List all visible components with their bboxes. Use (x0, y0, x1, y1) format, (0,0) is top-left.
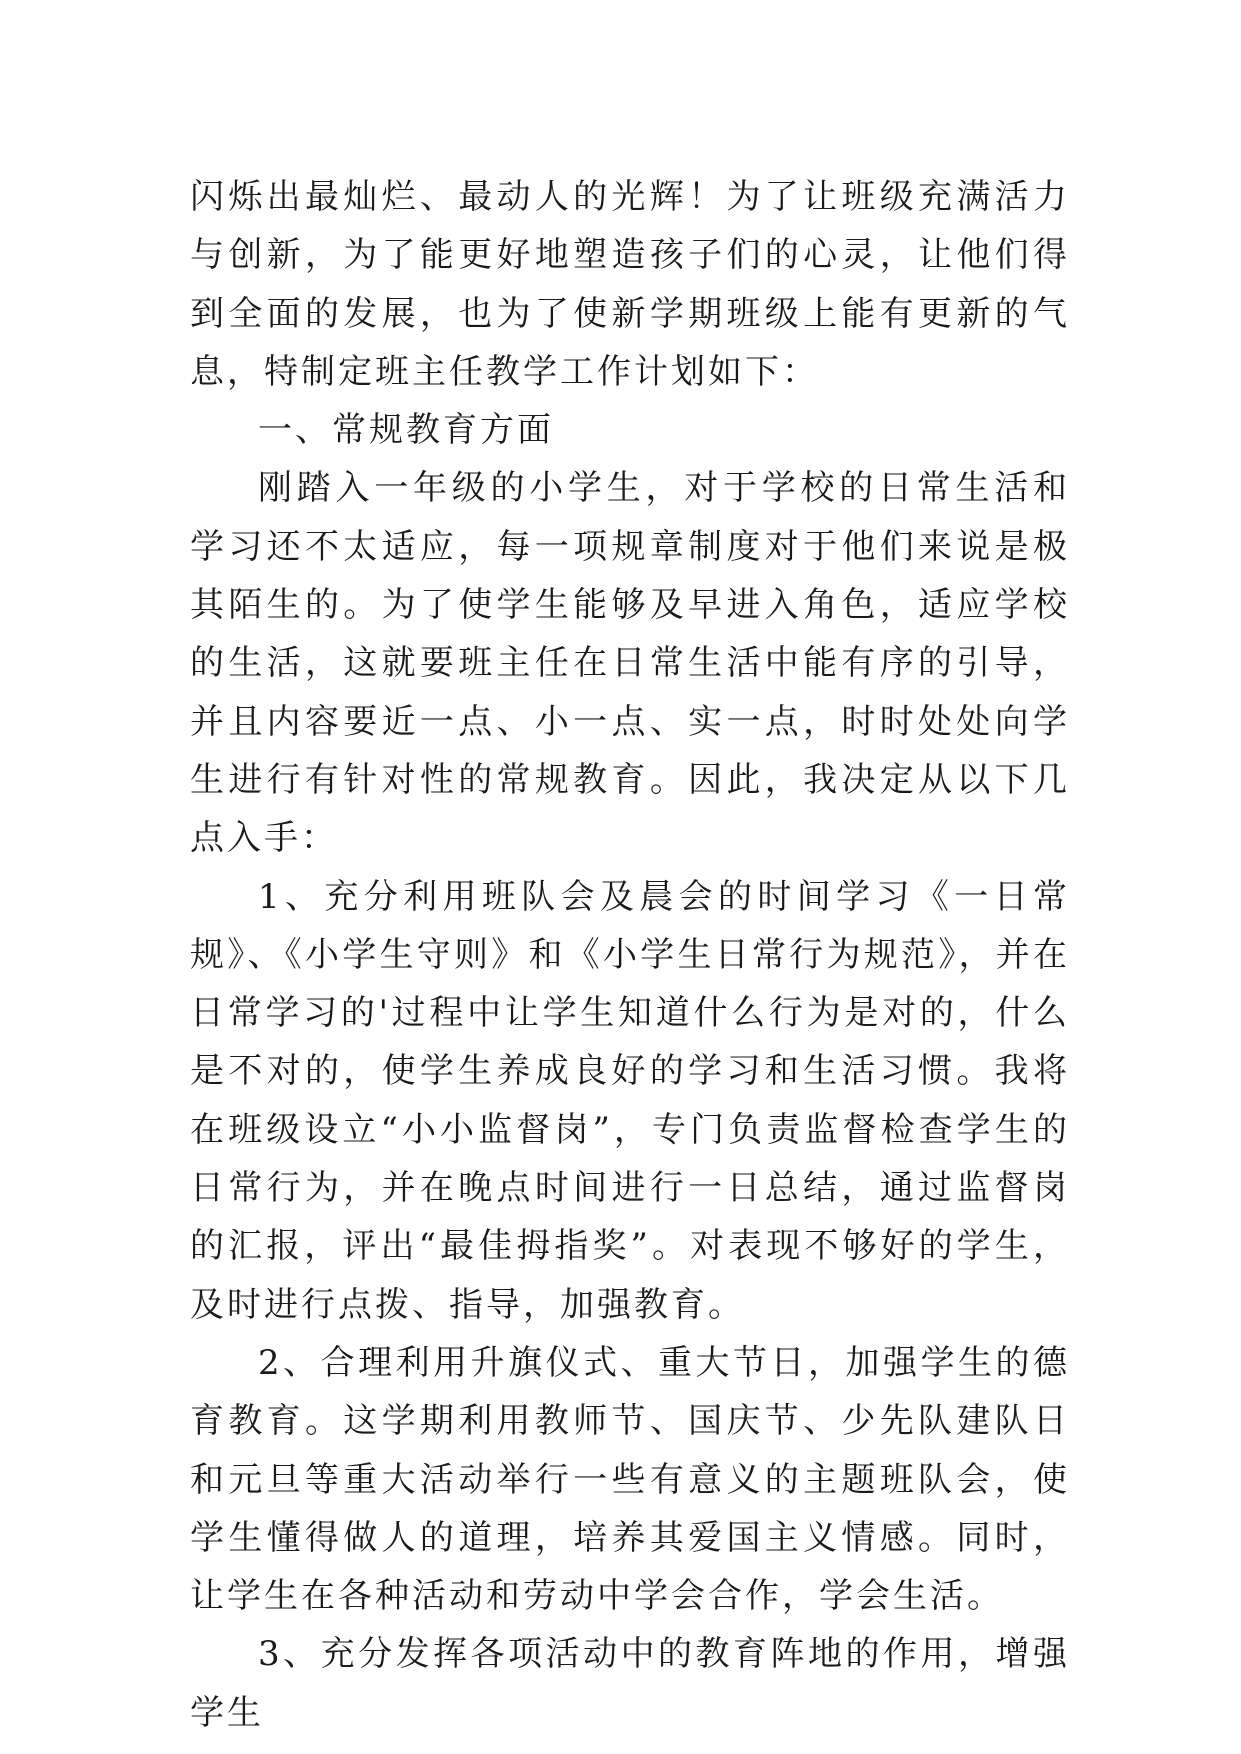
paragraph-first-grade-adaptation: 刚踏入一年级的小学生，对于学校的日常生活和学习还不太适应，每一项规章制度对于他们来说是极其陌生的。为了使学生能够及早进入角色，适应学校的生活，这就要班主任在日常生活中能有序的引导，并且内容要近一点、小一点、实一点，时时处处向学生进行有针对性的常规教育。因此，我决定从以下几点入手： (190, 468, 1070, 859)
paragraph-intro-continuation: 闪烁出最灿烂、最动人的光辉！为了让班级充满活力与创新，为了能更好地塑造孩子们的心灵，让他们得到全面的发展，也为了使新学期班级上能有更新的气息，特制定班主任教学工作计划如下： (190, 177, 1070, 392)
paragraph-item-2: 2、合理利用升旗仪式、重大节日，加强学生的德育教育。这学期利用教师节、国庆节、少先队建队日和元旦等重大活动举行一些有意义的主题班队会，使学生懂得做人的道理，培养其爱国主义情感。同时，让学生在各种活动和劳动中学会合作，学会生活。 (190, 1342, 1070, 1617)
section-heading-routine-education: 一、常规教育方面 (258, 410, 554, 451)
paragraph-item-1: 1、充分利用班队会及晨会的时间学习《一日常规》、《小学生守则》和《小学生日常行为规范》，并在日常学习的'过程中让学生知道什么行为是对的，什么是不对的，使学生养成良好的学习和生活习惯。我将在班级设立“小小监督岗”，专门负责监督检查学生的日常行为，并在晚点时间进行一日总结，通过监督岗的汇报，评出“最佳拇指奖”。对表现不够好的学生，及时进行点拨、指导，加强教育。 (190, 876, 1070, 1325)
paragraph-item-3: 3、充分发挥各项活动中的教育阵地的作用，增强学生 (190, 1634, 1070, 1733)
document-body (190, 168, 1070, 1742)
